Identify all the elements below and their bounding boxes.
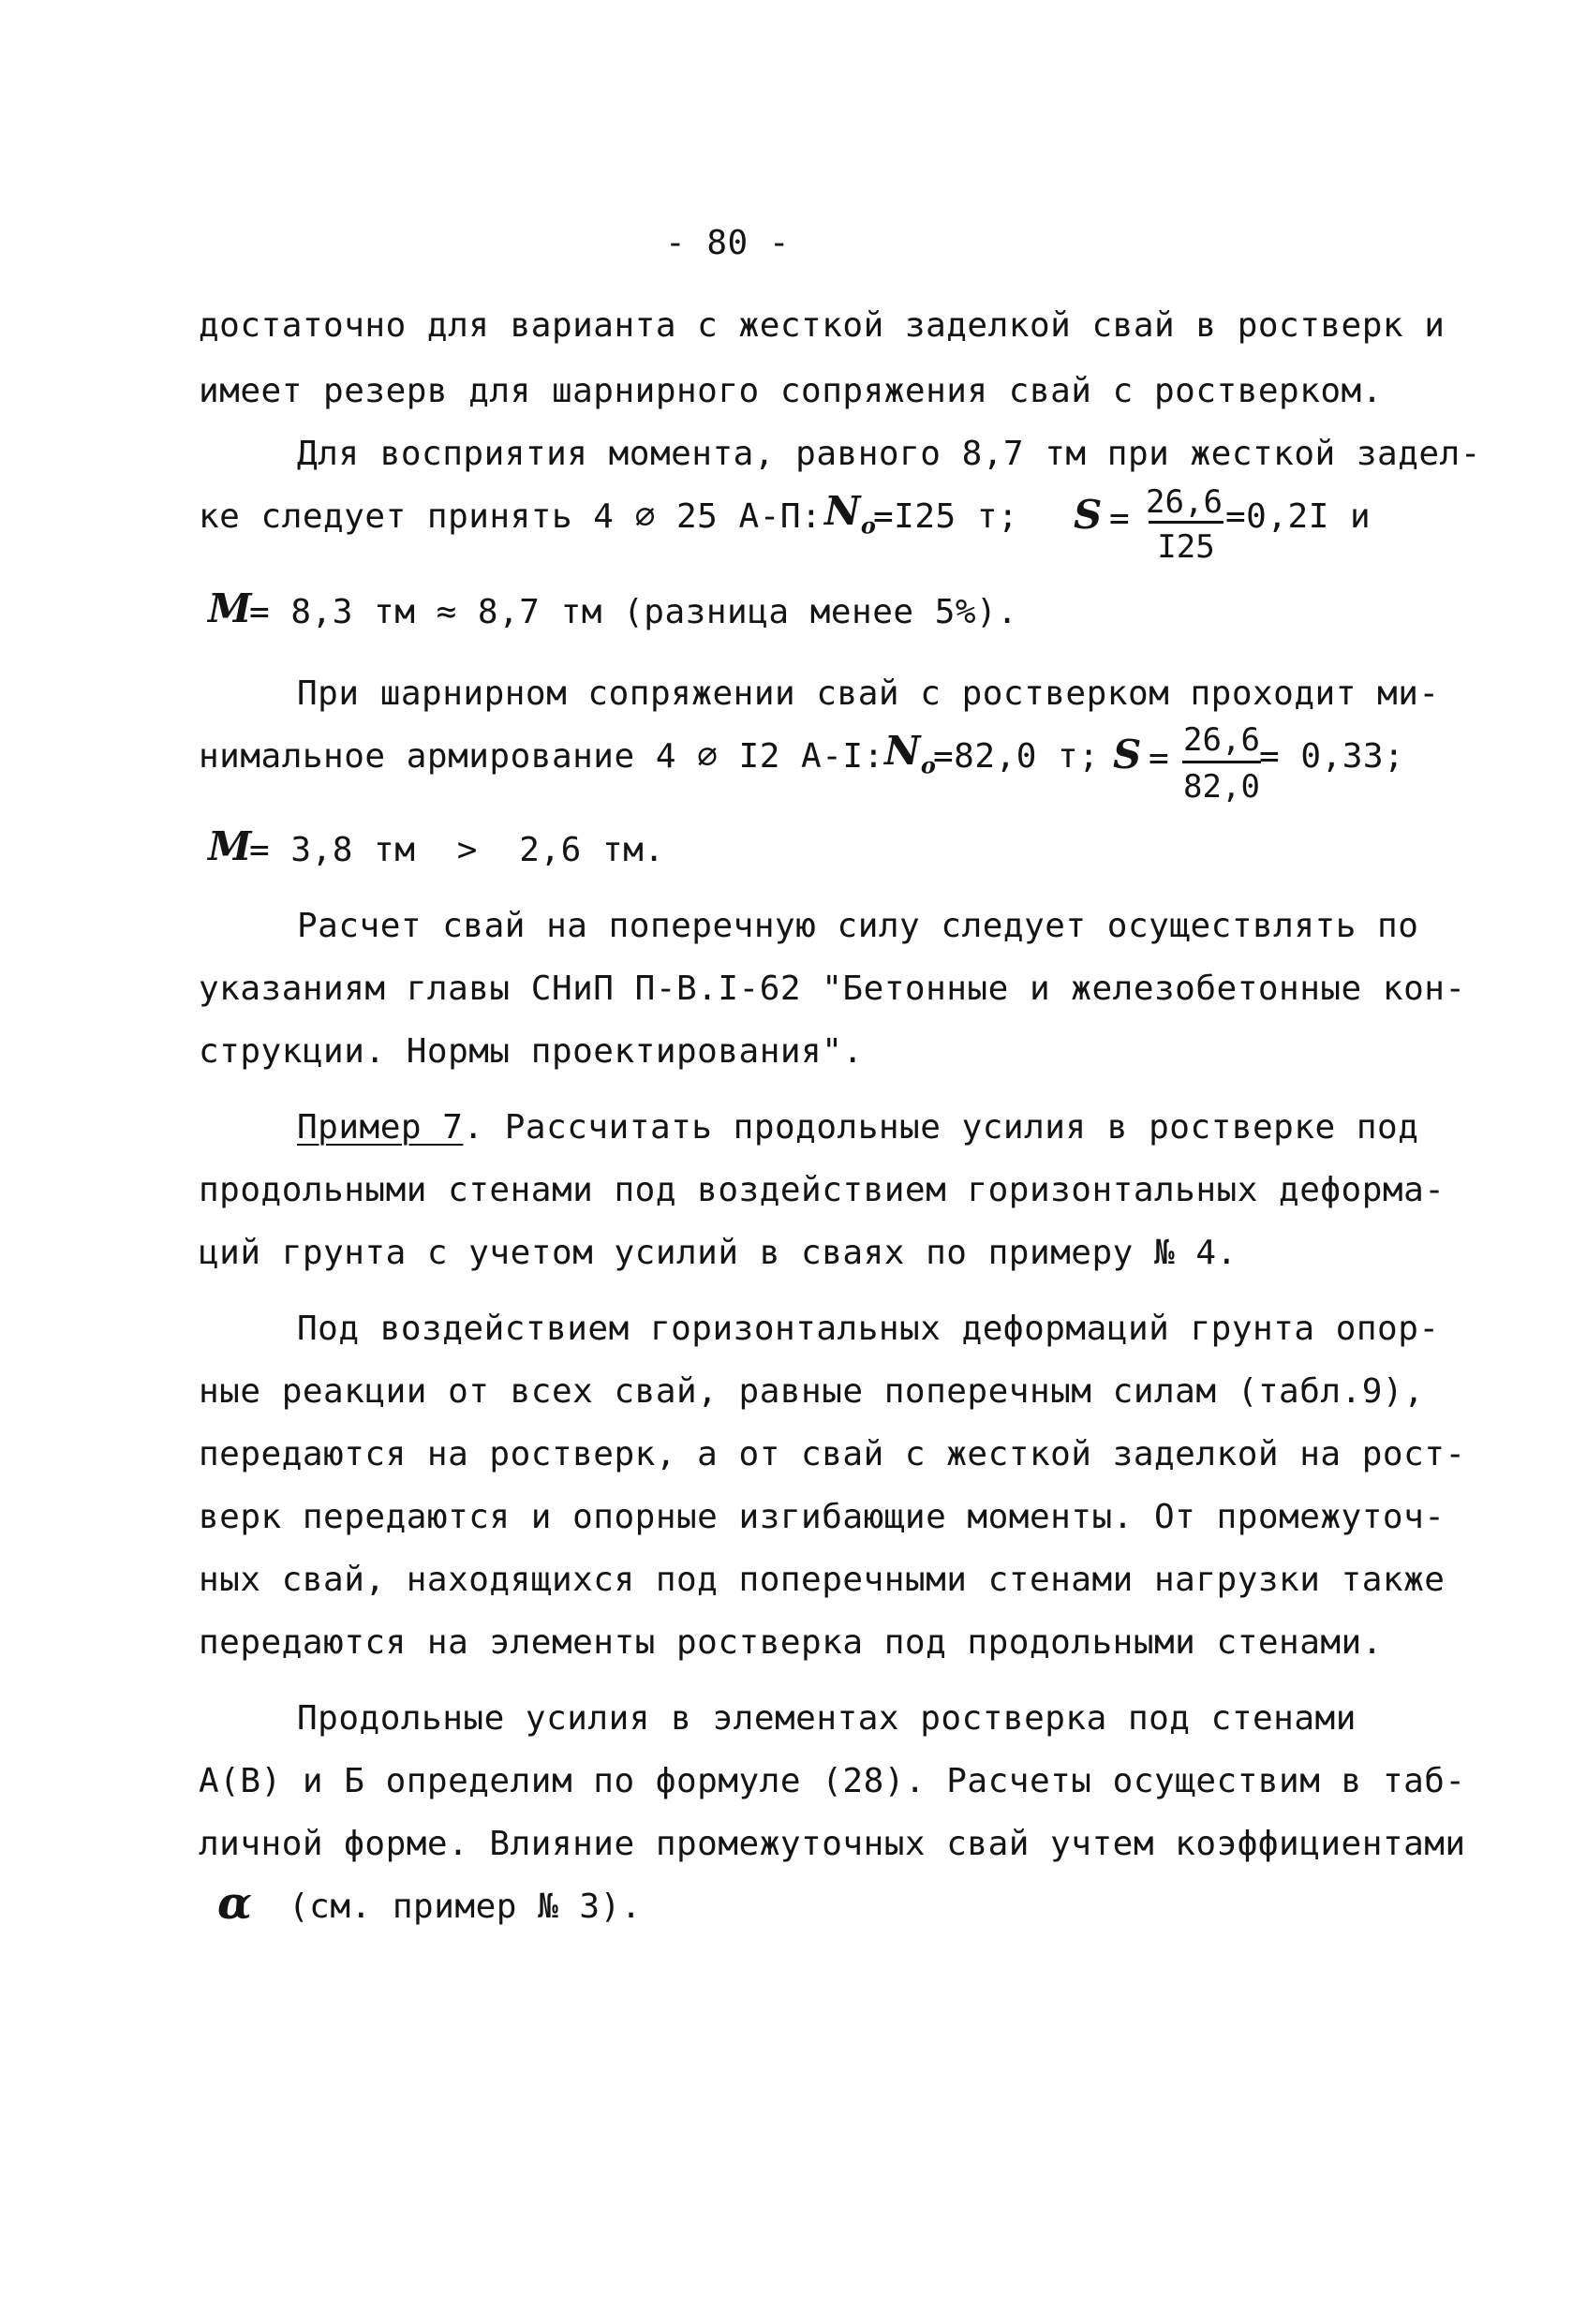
paragraph-line: передаются на элементы ростверка под продольными стенами. <box>199 1623 1383 1662</box>
paragraph-line: личной форме. Влияние промежуточных свай учтем коэффициентами <box>199 1825 1466 1863</box>
fraction-bar <box>1182 761 1261 763</box>
equals-sign: = <box>1149 739 1170 777</box>
paragraph-line: нимальное армирование 4 ∅ I2 A-I: <box>199 737 884 776</box>
page-number: - 80 - <box>665 224 791 262</box>
fraction-denominator: 82,0 <box>1183 768 1260 806</box>
paragraph-line: А(В) и Б определим по формуле (28). Расчеты осуществим в таб- <box>199 1762 1466 1800</box>
formula-line: = 3,8 тм > 2,6 тм. <box>249 831 665 869</box>
paragraph-line: Под воздействием горизонтальных деформаций грунта опор- <box>297 1310 1440 1348</box>
paragraph-line: Расчет свай на поперечную силу следует осуществлять по <box>297 907 1419 945</box>
paragraph-line: передаются на ростверк, а от свай с жесткой заделкой на рост- <box>199 1435 1466 1473</box>
paragraph-line: ные реакции от всех свай, равные поперечным силам (табл.9), <box>199 1372 1425 1411</box>
paragraph-line: (см. пример № 3). <box>289 1887 642 1926</box>
paragraph-line: Пример 7. Рассчитать продольные усилия в ростверке под <box>297 1108 1419 1147</box>
fraction-bar <box>1149 521 1223 524</box>
alpha-symbol: α <box>217 1877 253 1930</box>
paragraph-line: Для восприятия момента, равного 8,7 тм при жесткой задел- <box>297 435 1481 473</box>
formula-value: =I25 т; <box>873 497 1019 536</box>
paragraph-line: ций грунта с учетом усилий в сваях по примеру № 4. <box>199 1234 1238 1272</box>
paragraph-line: продольными стенами под воздействием горизонтальных деформа- <box>199 1171 1446 1209</box>
paragraph-line: достаточно для варианта с жесткой заделкой свай в ростверк и <box>199 306 1446 345</box>
fraction-numerator: 26,6 <box>1183 721 1260 759</box>
axial-force-symbol: $N_o$ <box>824 488 877 540</box>
moment-symbol: M <box>208 823 252 869</box>
paragraph-line: имеет резерв для шарнирного сопряжения свай с ростверком. <box>199 372 1383 410</box>
moment-symbol: M <box>208 585 252 631</box>
formula-value: =0,2I и <box>1225 497 1372 536</box>
paragraph-line: Продольные усилия в элементах ростверка под стенами <box>297 1699 1357 1738</box>
paragraph-line: верк передаются и опорные изгибающие моменты. От промежуточ- <box>199 1498 1446 1536</box>
paragraph-line: ке следует принять 4 ∅ 25 А-П: <box>199 497 823 536</box>
axial-force-symbol: $N_o$ <box>884 728 937 779</box>
ratio-symbol: S <box>1113 732 1142 777</box>
formula-line: = 8,3 тм ≈ 8,7 тм (разница менее 5%). <box>249 593 1018 631</box>
paragraph-line: При шарнирном сопряжении свай с ростверком проходит ми- <box>297 674 1440 713</box>
paragraph-line: указаниям главы СНиП П-В.I-62 "Бетонные и железобетонные кон- <box>199 970 1466 1008</box>
formula-value: = 0,33; <box>1259 737 1405 776</box>
equals-sign: = <box>1109 499 1131 538</box>
formula-value: =82,0 т; <box>933 737 1100 776</box>
paragraph-line: струкции. Нормы проектирования". <box>199 1032 864 1071</box>
ratio-symbol: S <box>1074 492 1103 538</box>
paragraph-line: ных свай, находящихся под поперечными стенами нагрузки также <box>199 1561 1446 1599</box>
example-label: Пример 7 <box>297 1108 464 1147</box>
fraction-numerator: 26,6 <box>1146 483 1223 521</box>
fraction-denominator: I25 <box>1157 528 1215 566</box>
